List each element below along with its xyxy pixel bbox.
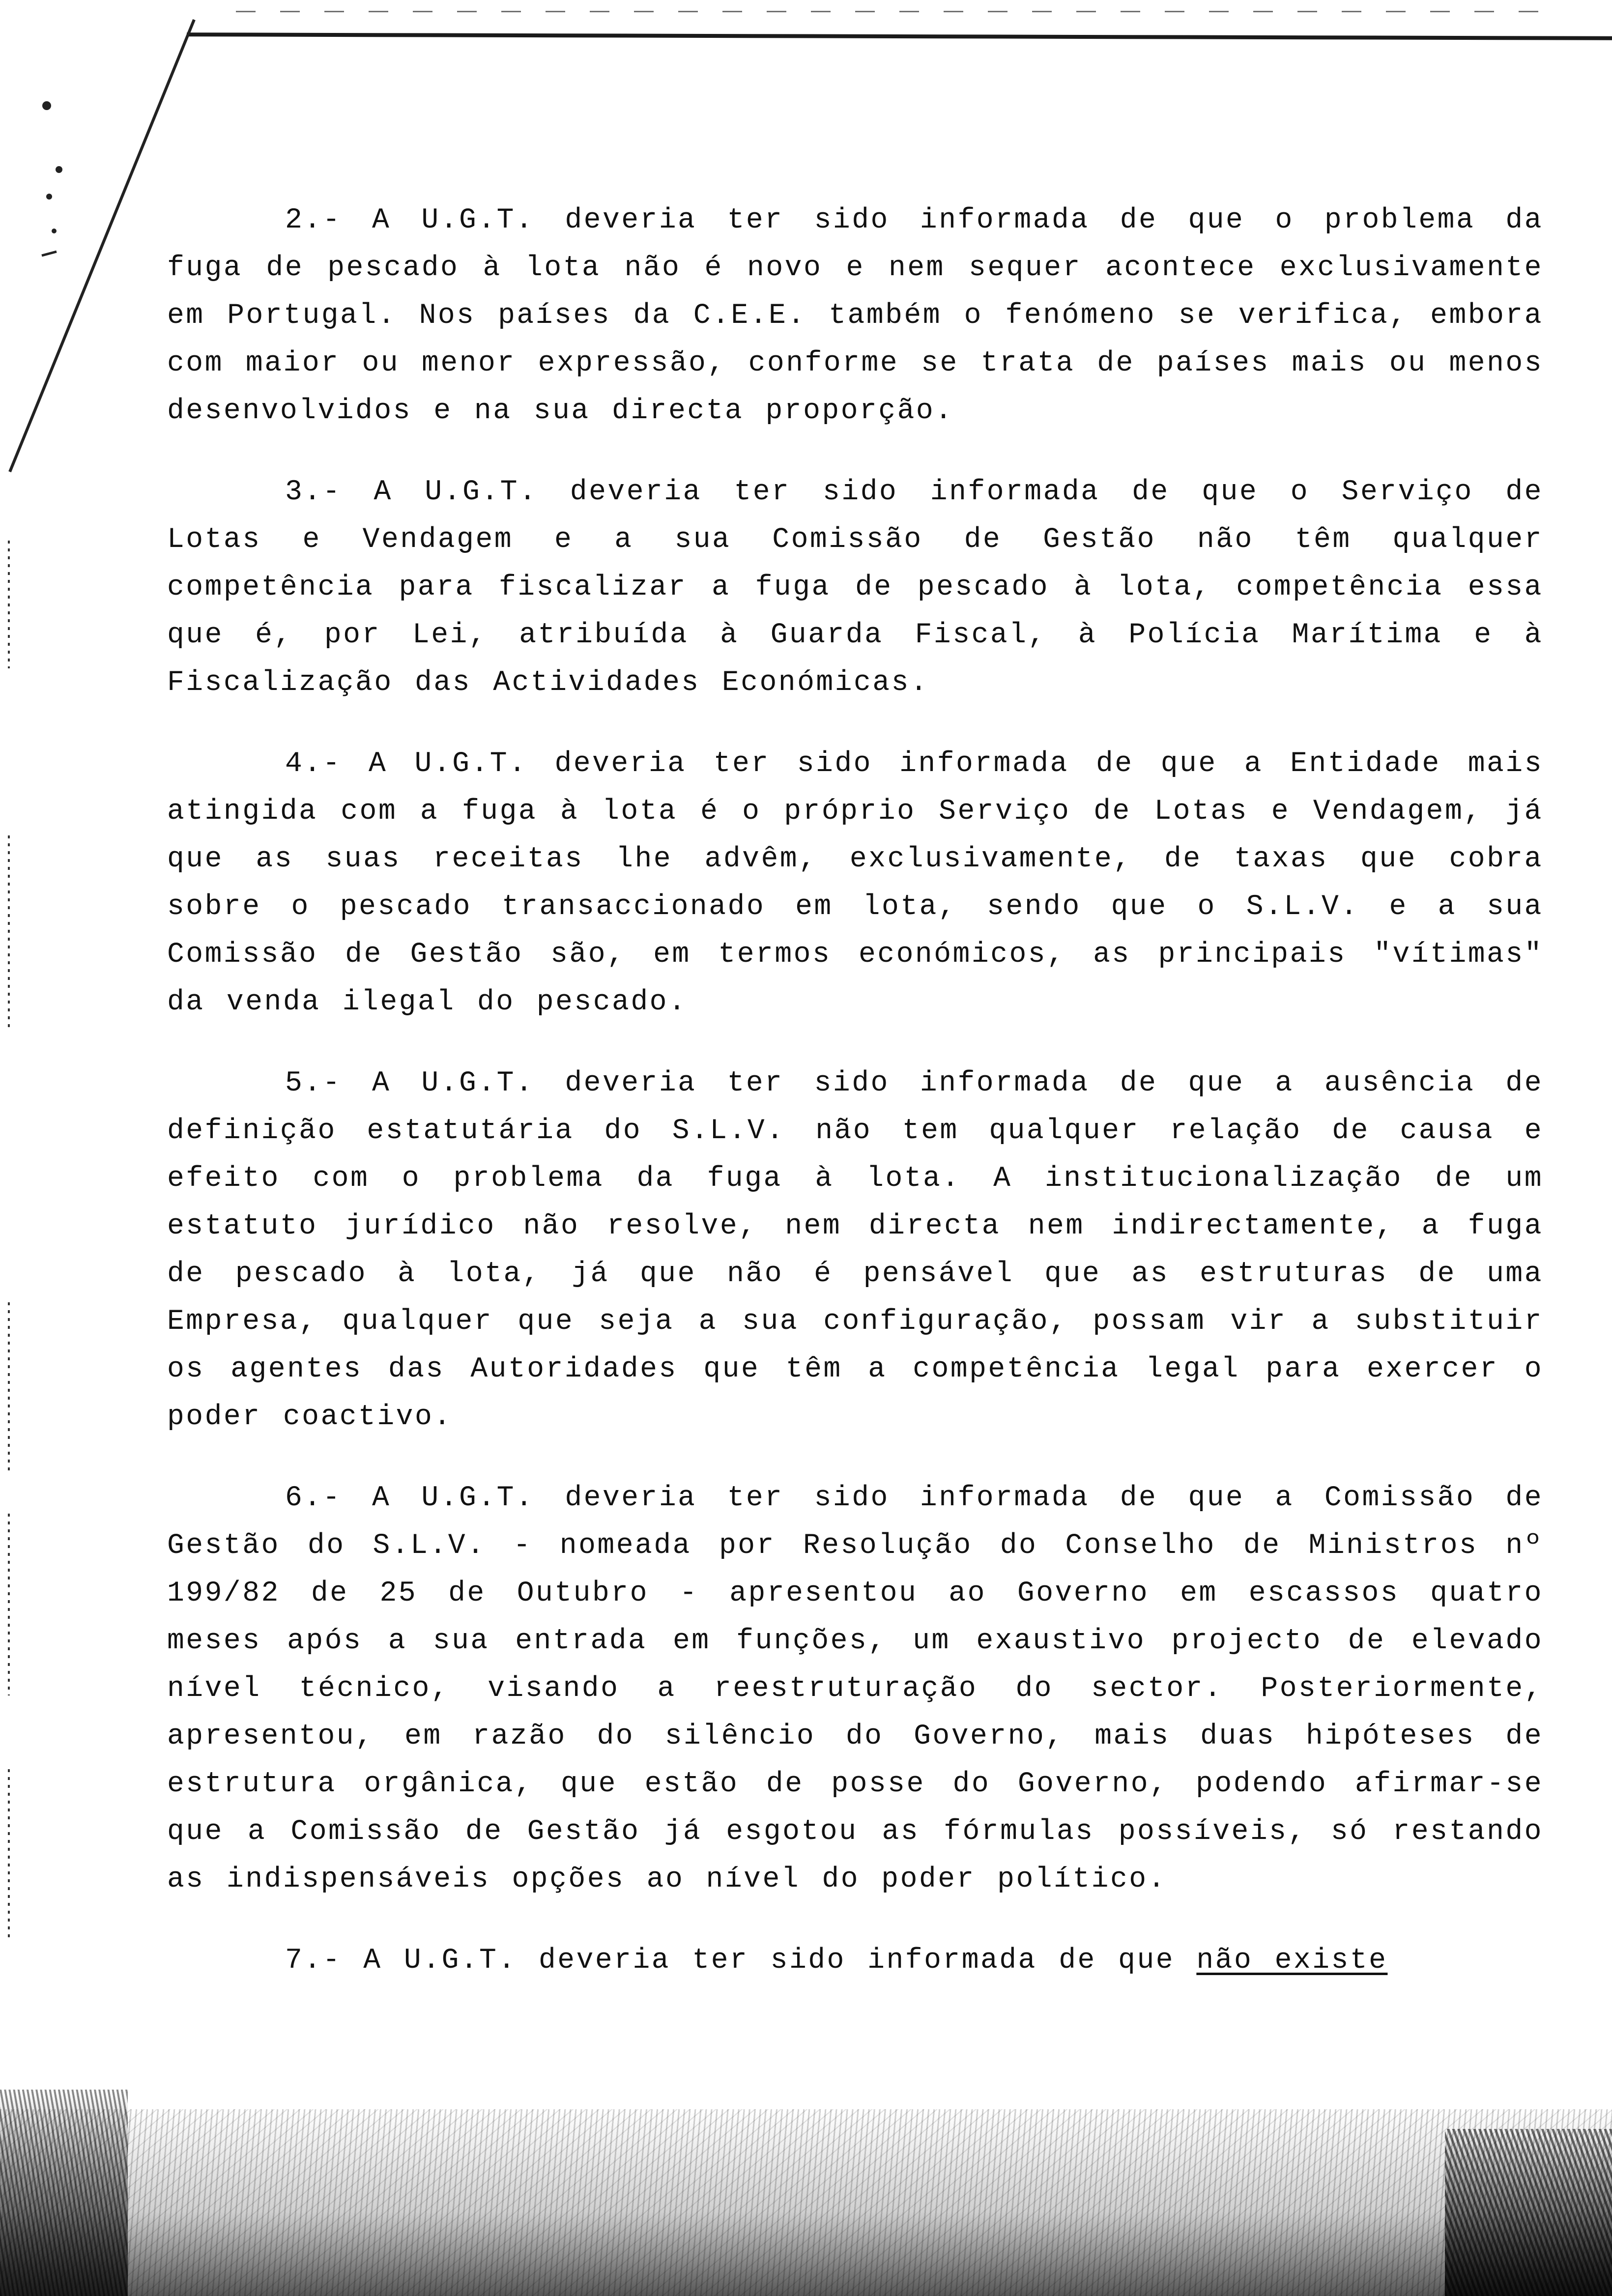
- scan-top-edge-marks: [236, 11, 1563, 12]
- paragraph-4: [167, 740, 1543, 1026]
- paragraph-3: [167, 468, 1543, 707]
- underlined-phrase: não existe: [1196, 1945, 1388, 1977]
- document-body: [167, 197, 1543, 2018]
- paragraph-text: 3.- A U.G.T. deveria ter sido informada de que o Serviço de Lotas e Vendagem e a sua Comissão de Gestão não têm qualquer competência para fiscalizar a fuga de pescado à lota, competência essa que é, por Lei, atribuída à Guarda Fiscal, à Polícia Marítima e à Fiscalização das Actividades Económicas.: [167, 476, 1543, 699]
- paragraph-7: [167, 1937, 1543, 1984]
- scan-top-rule: [187, 32, 1612, 40]
- paragraph-text: 2.- A U.G.T. deveria ter sido informada de que o problema da fuga de pescado à lota não é novo e nem sequer acontece exclusivamente em Portugal. Nos países da C.E.E. também o fenómeno se verifica, embora com maior ou menor expressão, conforme se trata de países mais ou menos desenvolvidos e na sua directa proporção.: [167, 204, 1543, 427]
- paragraph-5: [167, 1060, 1543, 1441]
- scan-bottom-left-noise: [0, 2090, 128, 2296]
- paragraph-text: 6.- A U.G.T. deveria ter sido informada de que a Comissão de Gestão do S.L.V. - nomeada por Resolução do Conselho de Ministros nº 199/82 de 25 de Outubro - apresentou ao Governo em escassos quatro meses após a sua entrada em funções, um exaustivo projecto de elevado nível técnico, visando a reestruturação do sector. Posteriormente, apresentou, em razão do silêncio do Governo, mais duas hipóteses de estrutura orgânica, que estão de posse do Governo, podendo afirmar-se que a Comissão de Gestão já esgotou as fórmulas possíveis, só restando as indispensáveis opções ao nível do poder político.: [167, 1482, 1543, 1895]
- paragraph-6: [167, 1474, 1543, 1903]
- scan-bottom-right-noise: [1445, 2129, 1612, 2296]
- scan-bottom-noise: [0, 2109, 1612, 2296]
- scan-left-edge-marks: [5, 541, 15, 2015]
- paragraph-2: [167, 197, 1543, 435]
- paragraph-text: 5.- A U.G.T. deveria ter sido informada de que a ausência de definição estatutária do S.L.V. não tem qualquer relação de causa e efeito com o problema da fuga à lota. A institucionalização de um estatuto jurídico não resolve, nem directa nem indirectamente, a fuga de pescado à lota, já que não é pensável que as estruturas de uma Empresa, qualquer que seja a sua configuração, possam vir a substituir os agentes das Autoridades que têm a competência legal para exercer o poder coactivo.: [167, 1067, 1543, 1433]
- paragraph-text: 7.- A U.G.T. deveria ter sido informada de que: [285, 1945, 1197, 1977]
- paragraph-text: 4.- A U.G.T. deveria ter sido informada de que a Entidade mais atingida com a fuga à lota é o próprio Serviço de Lotas e Vendagem, já que as suas receitas lhe advêm, exclusivamente, de taxas que cobra sobre o pescado transaccionado em lota, sendo que o S.L.V. e a sua Comissão de Gestão são, em termos económicos, as principais "vítimas" da venda ilegal do pescado.: [167, 748, 1543, 1018]
